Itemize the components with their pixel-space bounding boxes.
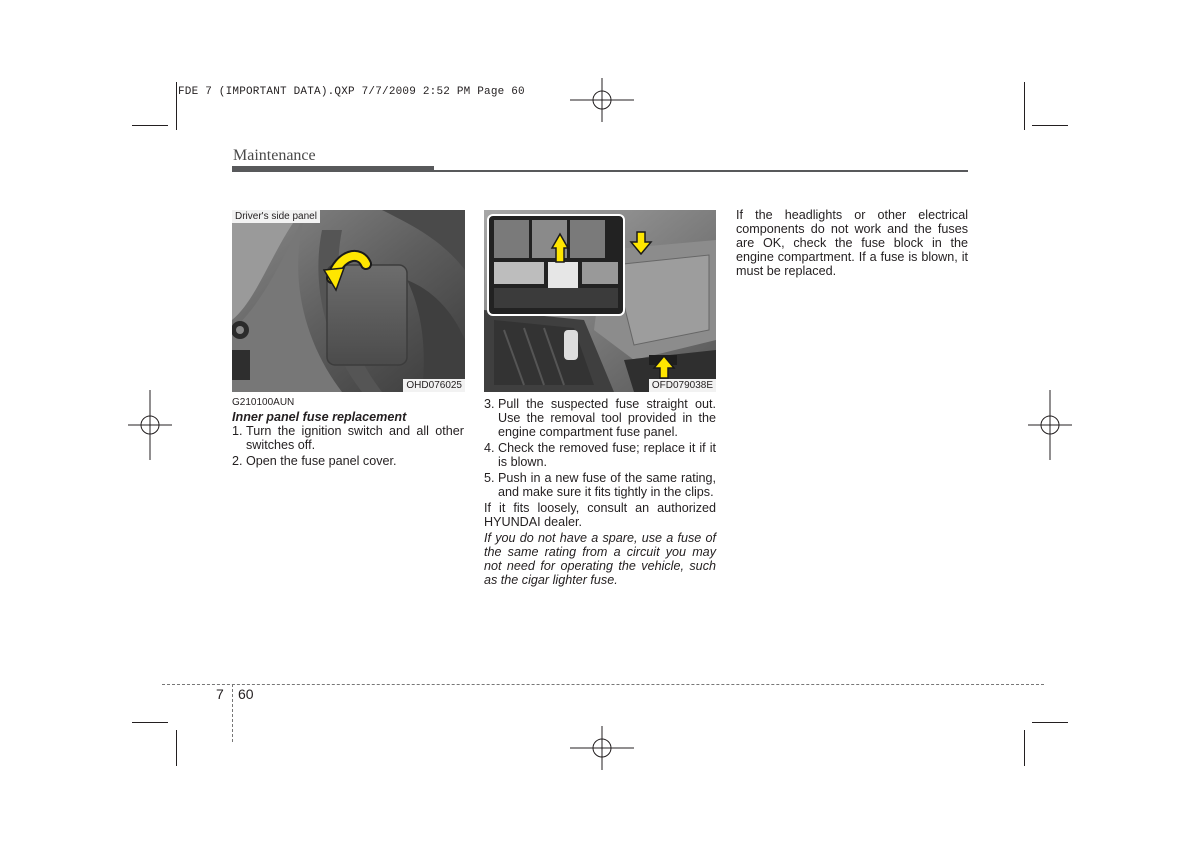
- registration-mark-right: [1028, 390, 1072, 460]
- figure-code: OHD076025: [403, 379, 465, 392]
- figure-code: OFD079038E: [649, 379, 716, 392]
- engine-fuse-box-photo: [484, 210, 716, 392]
- registration-mark-top: [570, 78, 634, 122]
- print-slug: FDE 7 (IMPORTANT DATA).QXP 7/7/2009 2:52 PM Page 60: [178, 86, 525, 98]
- figure-label: Driver's side panel: [232, 210, 320, 223]
- registration-mark-bottom: [570, 726, 634, 770]
- left-column: [232, 396, 464, 470]
- step-item: 4. Check the removed fuse; replace it if it is blown.: [484, 441, 716, 469]
- fuse-block-paragraph: If the headlights or other electrical components do not work and the fuses are OK, check the fuse block in the engine compartment. If a fuse is blown, it must be replaced.: [736, 208, 968, 278]
- subheading: Inner panel fuse replacement: [232, 410, 407, 424]
- driver-side-panel-photo: [232, 210, 465, 392]
- step-item: 3. Pull the suspected fuse straight out. Use the removal tool provided in the engine compartment fuse panel.: [484, 397, 716, 439]
- page-number: 60: [238, 686, 254, 702]
- chapter-number: 7: [216, 686, 224, 702]
- step-item: 5. Push in a new fuse of the same rating, and make sure it fits tightly in the clips.: [484, 471, 716, 499]
- footer-rule: [162, 684, 1044, 685]
- middle-column: [484, 397, 716, 587]
- registration-mark-left: [128, 390, 172, 460]
- reference-code: G210100AUN: [232, 397, 295, 408]
- section-title: Maintenance: [233, 147, 316, 164]
- spare-fuse-note: If you do not have a spare, use a fuse of the same rating from a circuit you may not need for operating the vehicle, such as the cigar lighter fuse.: [484, 531, 716, 587]
- dealer-note: If it fits loosely, consult an authorized HYUNDAI dealer.: [484, 501, 716, 529]
- header-rule-accent: [232, 166, 434, 172]
- step-item: 2. Open the fuse panel cover.: [232, 454, 397, 468]
- right-column: [736, 208, 968, 278]
- footer-divider: [232, 684, 233, 742]
- step-item: 1. Turn the ignition switch and all other switches off.: [232, 424, 464, 452]
